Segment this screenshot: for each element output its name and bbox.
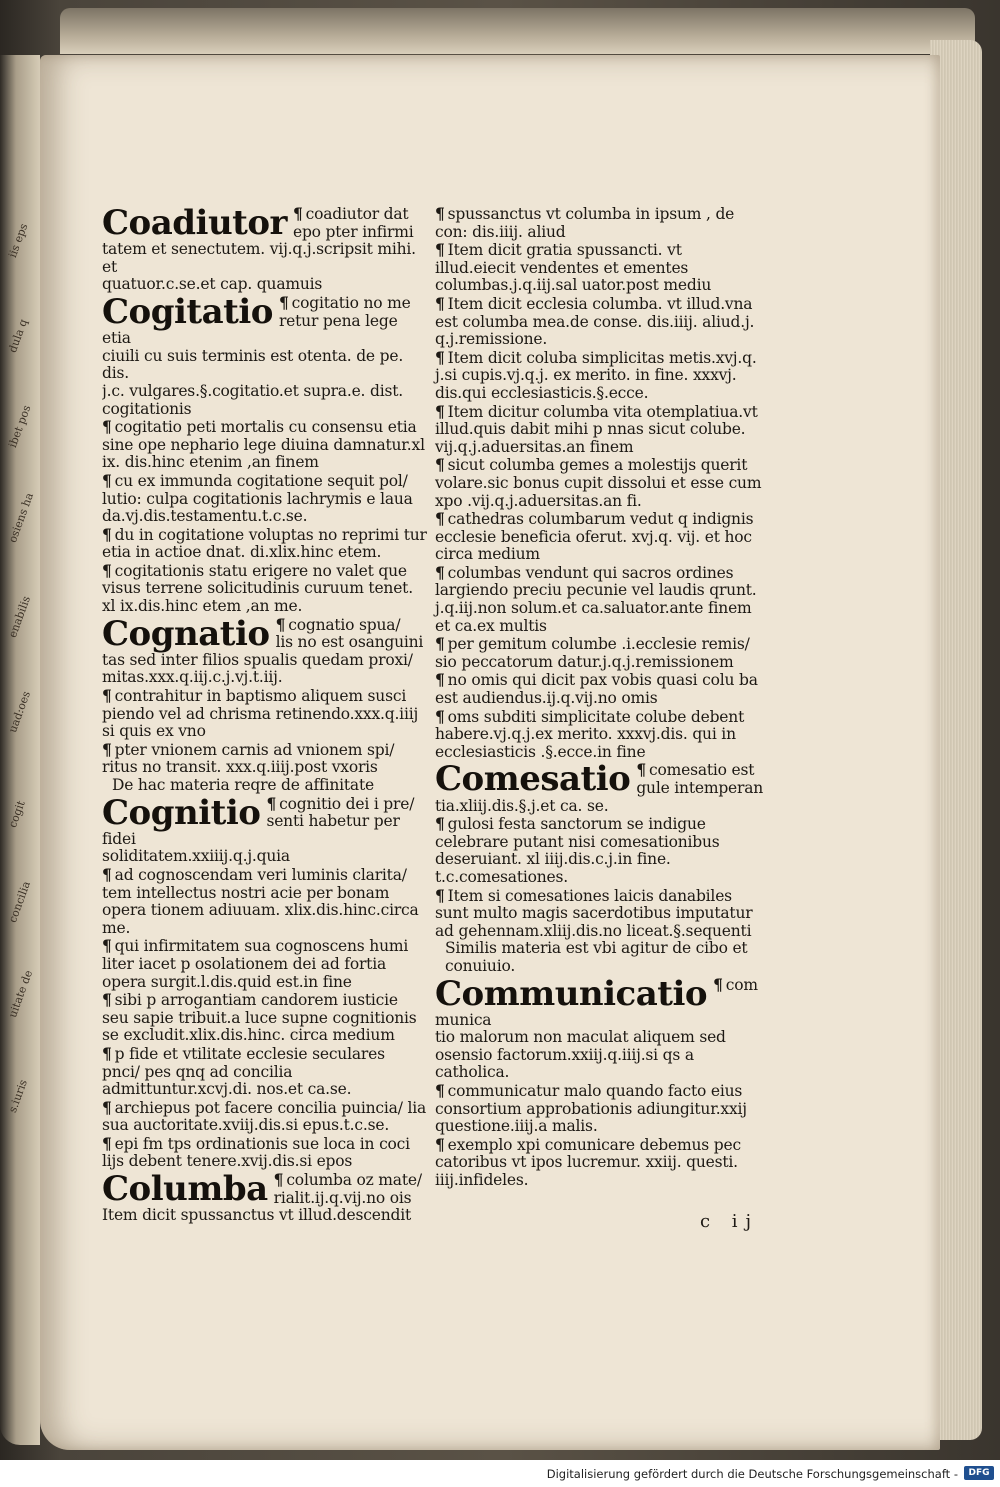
paragraph-text: archiepus pot facere concilia puincia/ lia sua auctoritate.xviij.dis.si epus.t.c.se. xyxy=(102,1098,426,1135)
facing-page-fragment: enabilis xyxy=(6,594,34,640)
paragraph-mark-icon: ¶ xyxy=(102,864,112,884)
facing-page-fragment: ibet pos xyxy=(6,403,34,450)
paragraph-text: oms subditi simplicitate colube debent habere.vj.q.j.ex merito. xxxvj.dis. qui in ecclesiasticis .§.ecce.in fine xyxy=(435,707,745,761)
lemma-line: senti habetur per fidei xyxy=(102,812,400,848)
lemma-line: Item dicit spussanctus vt illud.descendit xyxy=(102,1206,411,1225)
lemma-block xyxy=(435,976,765,1082)
line-text: comesatio est xyxy=(649,761,755,780)
lemma-entry xyxy=(435,815,765,940)
text-paragraph xyxy=(435,671,765,707)
text-paragraph xyxy=(102,526,427,562)
paragraph-mark-icon: ¶ xyxy=(102,470,112,490)
lemma-entry xyxy=(102,687,427,777)
lemma-entry xyxy=(435,976,765,1082)
paragraph-mark-icon: ¶ xyxy=(102,1097,112,1117)
paragraph-mark-icon: ¶ xyxy=(102,739,112,759)
text-paragraph xyxy=(435,295,765,349)
paragraph-text: sicut columba gemes a molestijs querit volare.sic bonus cupit dissolui et esse cum xpo .vij.q.j.aduersitas.an fi. xyxy=(435,456,762,510)
dfg-logo: DFG xyxy=(964,1466,994,1480)
paragraph-text: cathedras columbarum vedut q indignis ecclesie beneficia oferut. xvj.q. vij. et hoc circa medium xyxy=(435,510,754,564)
lemma-entry xyxy=(435,761,765,815)
paragraph-mark-icon: ¶ xyxy=(435,706,445,726)
book-page xyxy=(40,55,940,1450)
paragraph-mark-icon: ¶ xyxy=(435,455,445,475)
paragraph-text: Item si comesationes laicis danabiles sunt multo magis sacerdotibus imputatur ad gehennam.xliij.dis.no liceat.§.sequenti xyxy=(435,886,753,940)
facing-page-fragment: osiens ha xyxy=(6,490,37,545)
paragraph-mark-icon: ¶ xyxy=(435,1080,445,1100)
book-top-edge xyxy=(60,8,975,54)
text-paragraph xyxy=(435,1136,765,1190)
lemma-entry xyxy=(102,418,427,616)
lemma-line: munica xyxy=(435,1010,492,1029)
lemma-line: lis no est osanguini xyxy=(275,633,424,652)
line-text: coadiutor dat xyxy=(305,205,409,223)
text-paragraph xyxy=(435,815,765,886)
paragraph-mark-icon: ¶ xyxy=(266,794,277,813)
cross-reference-line: De hac materia reqre de affinitate xyxy=(112,776,374,794)
lemma-line: epo pter infirmi xyxy=(292,222,414,241)
text-paragraph xyxy=(102,866,427,937)
paragraph-mark-icon: ¶ xyxy=(435,204,445,223)
text-paragraph xyxy=(102,741,427,777)
lemma-entry xyxy=(102,294,427,418)
paragraph-mark-icon: ¶ xyxy=(275,615,286,634)
lemma-line: j.c. vulgares.§.cogitatio.et supra.e. dist. xyxy=(102,381,403,400)
signature-mark: c ij xyxy=(700,1211,760,1232)
lemma-entry xyxy=(435,205,765,761)
lemma-heading: Cognatio xyxy=(102,615,270,654)
paragraph-text: cu ex immunda cogitatione sequit pol/ lutio: culpa cogitationis lachrymis e laua da.vj.dis.testamentu.t.c.se. xyxy=(102,471,413,526)
text-paragraph xyxy=(435,887,765,941)
text-paragraph xyxy=(102,418,427,472)
paragraph-text: du in cogitatione voluptas no reprimi tur etia in actioe dnat. di.xlix.hinc etem. xyxy=(102,525,427,562)
paragraph-text: cogitationis statu erigere no valet que visus terrene solicitudinis curuum tenet. xl ix.dis.hinc etem ,an me. xyxy=(102,561,413,616)
text-paragraph xyxy=(102,1099,427,1135)
lemma-line: mitas.xxx.q.iij.c.j.vj.t.iij. xyxy=(102,668,283,687)
lemma-block xyxy=(435,761,765,815)
paragraph-text: contrahitur in baptismo aliquem susci piendo vel ad chrisma retinendo.xxx.q.iiij si quis ex vno xyxy=(102,687,419,741)
facing-page-fragment: concilia xyxy=(6,879,33,925)
left-text-column xyxy=(102,205,427,1225)
paragraph-text: communicatur malo quando facto eius consortium approbationis adiungitur.xxij questione.iiij.a malis. xyxy=(435,1081,747,1136)
paragraph-text: no omis qui dicit pax vobis quasi colu ba est audiendus.ij.q.vij.no omis xyxy=(435,671,758,708)
paragraph-text: qui infirmitatem sua cognoscens humi liter iacet p osolationem dei ad fortia opera surgit.l.dis.quid est.in fine xyxy=(102,937,409,991)
text-paragraph xyxy=(102,472,427,526)
lemma-heading: Cogitatio xyxy=(102,293,273,332)
paragraph-mark-icon: ¶ xyxy=(102,1133,112,1153)
paragraph-text: Item dicit ecclesia columba. vt illud.vna est columba mea.de conse. dis.iiij. aliud.j. q.j.remissione. xyxy=(435,294,755,349)
text-paragraph xyxy=(102,1045,427,1099)
lemma-entry xyxy=(435,940,765,975)
lemma-line: quatuor.c.se.et cap. quamuis xyxy=(102,275,323,294)
text-paragraph xyxy=(435,349,765,403)
paragraph-mark-icon: ¶ xyxy=(435,401,445,421)
lemma-block xyxy=(102,205,427,294)
paragraph-mark-icon: ¶ xyxy=(435,634,445,654)
paragraph-mark-icon: ¶ xyxy=(435,814,445,834)
lemma-entry xyxy=(102,205,427,294)
paragraph-mark-icon: ¶ xyxy=(435,670,445,690)
lemma-heading: Coadiutor xyxy=(102,205,287,243)
paragraph-text: epi fm tps ordinationis sue loca in coci lijs debent tenere.xvij.dis.si epos xyxy=(102,1134,410,1171)
paragraph-mark-icon: ¶ xyxy=(102,936,112,956)
text-paragraph xyxy=(102,991,427,1045)
lemma-line: tia.xliij.dis.§.j.et ca. se. xyxy=(435,796,609,815)
lemma-heading: Comesatio xyxy=(435,761,631,800)
paragraph-text: ad cognoscendam veri luminis clarita/ tem intellectus nostri acie per bonam opera tionem adiuuam. xlix.dis.hinc.circa me. xyxy=(102,865,419,937)
facing-page-fragment: uad:oes xyxy=(6,689,33,735)
paragraph-text: p fide et vtilitate ecclesie seculares pnci/ pes qnq ad concilia admittuntur.xcvj.di. nos.et ca.se. xyxy=(102,1044,385,1099)
lemma-entry xyxy=(102,616,427,687)
line-text: cogitatio no me xyxy=(291,293,411,312)
paragraph-mark-icon: ¶ xyxy=(292,205,303,223)
digitization-footer xyxy=(0,1460,1000,1487)
text-paragraph xyxy=(102,937,427,991)
paragraph-text: Item dicit gratia spussancti. vt illud.eiecit vendentes et ementes columbas.j.q.iij.sal uator.post mediu xyxy=(435,241,712,295)
cross-reference-line: Similis materia est vbi agitur de cibo et conuiuio. xyxy=(445,939,748,975)
paragraph-mark-icon: ¶ xyxy=(636,761,646,780)
text-paragraph xyxy=(435,708,765,762)
paragraph-mark-icon: ¶ xyxy=(102,524,112,544)
line-text: cognitio dei i pre/ xyxy=(279,794,415,813)
paragraph-text: spussanctus vt columba in ipsum , de con: dis.iiij. aliud xyxy=(435,205,735,241)
paragraph-text: per gemitum columbe .i.ecclesie remis/ sio peccatorum datur.j.q.j.remissionem xyxy=(435,635,750,671)
paragraph-text: Item dicit coluba simplicitas metis.xvj.q. j.si cupis.vj.q.j. ex merito. in fine. xxxvj. dis.qui ecclesiasticis.§.ecce. xyxy=(435,348,757,402)
text-paragraph xyxy=(435,510,765,564)
text-paragraph xyxy=(435,241,765,295)
text-paragraph xyxy=(435,456,765,510)
text-paragraph xyxy=(102,1135,427,1171)
lemma-entry xyxy=(102,1171,427,1225)
lemma-line: tio malorum non maculat aliquem sed osensio factorum.xxiij.q.iiij.si qs a catholica. xyxy=(435,1028,726,1082)
paragraph-text: Item dicitur columba vita otemplatiua.vt illud.quis dabit mihi p nnas sicut colube. vij.q.j.aduersitas.an finem xyxy=(435,402,758,456)
lemma-heading: Columba xyxy=(102,1171,268,1210)
paragraph-mark-icon: ¶ xyxy=(102,1043,112,1063)
lemma-line: rialit.ij.q.vij.no ois xyxy=(273,1188,412,1207)
facing-page-fragment: iis eps xyxy=(6,221,31,260)
paragraph-mark-icon: ¶ xyxy=(102,560,112,580)
paragraph-mark-icon: ¶ xyxy=(435,293,445,313)
lemma-block xyxy=(102,294,427,418)
facing-page-fragment: s.iuris xyxy=(6,1077,30,1115)
paragraph-mark-icon: ¶ xyxy=(102,990,112,1010)
lemma-line: retur pena lege etia xyxy=(102,311,398,348)
right-text-column xyxy=(435,205,765,1189)
lemma-line: tas sed inter filios spualis quedam proxi/ xyxy=(102,650,413,669)
paragraph-mark-icon: ¶ xyxy=(713,975,723,994)
lemma-line: soliditatem.xxiiij.q.j.quia xyxy=(102,847,290,866)
lemma-line: gule intemperan xyxy=(636,779,764,797)
facing-page-fragment: uitate de xyxy=(6,968,36,1020)
lemma-entry xyxy=(102,777,427,795)
line-text: com xyxy=(725,975,758,994)
lemma-block xyxy=(102,616,427,687)
text-paragraph xyxy=(435,635,765,671)
lemma-heading: Communicatio xyxy=(435,975,708,1014)
line-text: cognatio spua/ xyxy=(288,615,401,634)
funding-credit: Digitalisierung gefördert durch die Deutsche Forschungsgemeinschaft - xyxy=(546,1467,958,1481)
paragraph-text: columbas vendunt qui sacros ordines largiendo preciu pecunie vel laudis qrunt. j.q.iij.non solum.et ca.saluator.ante finem et ca.ex multis xyxy=(435,563,757,635)
lemma-entry xyxy=(102,795,427,866)
paragraph-text: sibi p arrogantiam candorem iusticie seu sapie tribuit.a luce supne cognitionis se excludit.xlix.dis.hinc. circa medium xyxy=(102,991,417,1045)
lemma-heading: Cognitio xyxy=(102,794,261,833)
paragraph-mark-icon: ¶ xyxy=(278,293,289,312)
lemma-entry xyxy=(102,866,427,1171)
paragraph-mark-icon: ¶ xyxy=(435,1134,445,1154)
paragraph-text: exemplo xpi comunicare debemus pec catoribus vt ipos lucremur. xxiij. questi. iiij.infideles. xyxy=(435,1135,741,1189)
paragraph-mark-icon: ¶ xyxy=(102,417,112,437)
paragraph-text: cogitatio peti mortalis cu consensu etia sine ope nephario lege diuina damnatur.xl ix. dis.hinc etenim ,an finem xyxy=(102,418,425,472)
paragraph-mark-icon: ¶ xyxy=(435,885,445,905)
facing-page-fragment: dula q xyxy=(6,317,31,355)
paragraph-text: gulosi festa sanctorum se indigue celebrare putant nisi comesationibus deseruiant. xl iiij.dis.c.j.in fine. t.c.comesationes. xyxy=(435,815,720,886)
lemma-line: ciuili cu suis terminis est otenta. de pe. dis. xyxy=(102,346,404,383)
text-paragraph xyxy=(435,564,765,635)
line-text: columba oz mate/ xyxy=(286,1171,422,1190)
paragraph-mark-icon: ¶ xyxy=(273,1171,284,1190)
text-paragraph xyxy=(102,687,427,741)
paragraph-mark-icon: ¶ xyxy=(435,562,445,582)
text-paragraph xyxy=(102,562,427,616)
facing-page-fragment: cogit xyxy=(6,798,28,830)
lemma-block xyxy=(102,1171,427,1225)
facing-page-edge xyxy=(0,55,40,1445)
text-paragraph xyxy=(435,205,765,241)
text-paragraph xyxy=(435,1082,765,1136)
lemma-entry xyxy=(435,1082,765,1190)
lemma-line: cogitationis xyxy=(102,399,192,418)
paragraph-mark-icon: ¶ xyxy=(435,347,445,367)
paragraph-mark-icon: ¶ xyxy=(102,686,112,706)
paragraph-text: pter vnionem carnis ad vnionem spi/ ritus no transit. xxx.q.iiij.post vxoris xyxy=(102,740,395,777)
paragraph-mark-icon: ¶ xyxy=(435,240,445,260)
paragraph-mark-icon: ¶ xyxy=(435,509,445,529)
lemma-block xyxy=(102,795,427,866)
text-paragraph xyxy=(435,403,765,457)
lemma-line: tatem et senectutem. vij.q.j.scripsit mihi. et xyxy=(102,240,416,276)
